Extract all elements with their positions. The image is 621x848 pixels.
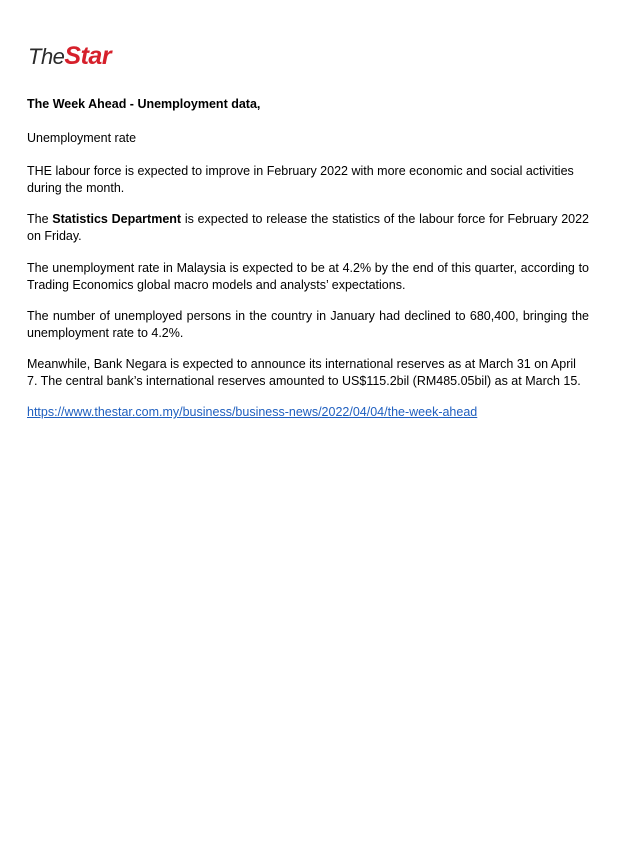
- thestar-logo: [28, 44, 111, 69]
- logo-star-text: Star: [64, 42, 112, 70]
- paragraph-unemployed-persons: The number of unemployed persons in the country in January had declined to 680,400, bringing the unemployment rate to 4.2%.: [27, 309, 589, 340]
- logo-the-text: The: [28, 44, 65, 69]
- article-subheading: Unemployment rate: [27, 131, 137, 145]
- article-heading: The Week Ahead - Unemployment data,: [27, 97, 261, 111]
- p2-bold: Statistics Department: [52, 212, 182, 226]
- paragraph-bank-negara: Meanwhile, Bank Negara is expected to announce its international reserves as at March 31 on April 7. The central bank’s international reserves amounted to US$115.2bil (RM485.05bil) as at March 15.: [27, 357, 581, 388]
- paragraph-labour-force: THE labour force is expected to improve in February 2022 with more economic and social activities during the month.: [27, 164, 574, 195]
- source-link[interactable]: https://www.thestar.com.my/business/business-news/2022/04/04/the-week-ahead: [27, 405, 478, 419]
- p2-prefix: The: [27, 212, 53, 226]
- paragraph-unemployment-rate: The unemployment rate in Malaysia is expected to be at 4.2% by the end of this quarter, according to Trading Economics global macro models and analysts’ expectations.: [27, 261, 589, 292]
- p2-suffix: is expected to release the statistics of the labour force for February 2022 on Friday.: [27, 212, 590, 243]
- paragraph-statistics-department: [27, 211, 589, 244]
